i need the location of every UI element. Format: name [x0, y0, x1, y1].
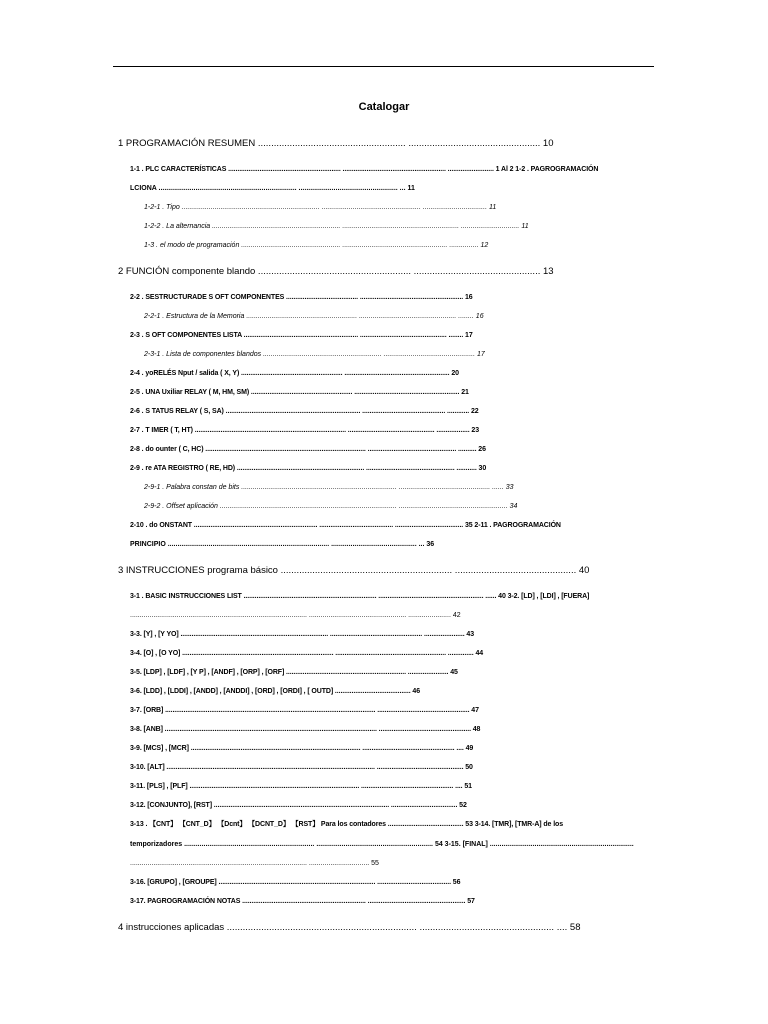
- toc-entry[interactable]: 3-7. [ORB] .................................................................................................................. .................................................. 47: [130, 707, 479, 714]
- toc-entry[interactable]: 3-5. [LDP] , [LDF] , [Y P] , [ANDF] , [ORP] , [ORF] ................................................................. ...................... 45: [130, 669, 458, 676]
- toc-entry[interactable]: 2-3 . S OFT COMPONENTES LISTA .............................................................. ............................................... ........ 17: [130, 332, 473, 339]
- toc-entry[interactable]: 3-4. [O] , [O YO] .................................................................................. ............................................................ .............. 44: [130, 650, 484, 657]
- toc-entry[interactable]: 3-6. [LDD] , [LDDI] , [ANDD] , [ANDDI] , [ORD] , [ORDI] , [ OUTD] ......................................... 46: [130, 688, 420, 695]
- toc-entry[interactable]: 3-1 . BASIC INSTRUCCIONES LIST ........................................................................ ......................................................... ...... 40 3-2. [LD] , [LDI] , [FUERA]: [130, 593, 590, 600]
- toc-entry[interactable]: PRINCIPIO ................................................................................... ............................................ ... 36: [130, 541, 435, 548]
- toc-entry[interactable]: LCIONA ....................................................................... ................................................... ... 11: [130, 185, 415, 192]
- toc-entry[interactable]: ........................................................................................... ............................... 55: [130, 860, 379, 867]
- toc-entry[interactable]: 2-2-1 . Estructura de la Memoria ......................................................... .................................................. ........ 16: [144, 313, 484, 320]
- toc-entry[interactable]: 2-6 . S TATUS RELAY ( S, SA) ......................................................................... ............................................. ............ 22: [130, 408, 479, 415]
- toc-entry[interactable]: 3-13 . 【CNT】 【CNT_D】 【Dcnt】 【DCNT_D】 【RST】 Para los contadores ......................................... 53 3-14. [TMR], [TMR-A] de los: [130, 821, 564, 828]
- toc-entry[interactable]: 2-7 . T IMER ( T, HT) .................................................................................. ............................................... .................. 23: [130, 427, 480, 434]
- toc-entry[interactable]: 2-5 . UNA Uxiliar RELAY ( M, HM, SM) ....................................................... ......................................................... 21: [130, 389, 469, 396]
- toc-entry[interactable]: 3-10. [ALT] ................................................................................................................. ............................................... 50: [130, 764, 473, 771]
- toc-entry[interactable]: 3 INSTRUCCIONES programa básico ................................................................. .............................................. 40: [118, 565, 590, 576]
- toc-entry[interactable]: 3-12. [CONJUNTO], [RST] ............................................................................................... .................................... 52: [130, 802, 467, 809]
- toc-entry[interactable]: 2-9-1 . Palabra constan de bits ................................................................................ ............................................... ...... 33: [144, 484, 514, 491]
- toc-entry[interactable]: 2-10 . do ONSTANT ................................................................... ........................................ ..................................... 35 2-11 . PAGROGRAMACIÓN: [130, 522, 561, 529]
- toc-entry[interactable]: 2-3-1 . Lista de componentes blandos ............................................................. ............................................... 17: [144, 351, 485, 358]
- toc-entry[interactable]: 1-3 . el modo de programación ................................................... ...................................................... ............... 12: [144, 242, 489, 249]
- toc-entry[interactable]: 1-2-2 . La alternancia .................................................................. ............................................................ .............................. 11: [144, 223, 529, 230]
- toc-entry[interactable]: 2-8 . do ounter ( C, HC) ....................................................................................... ................................................ .......... 26: [130, 446, 486, 453]
- toc-entry[interactable]: 2-9 . re ATA REGISTRO ( RE, HD) ..................................................................... ................................................ ........... 30: [130, 465, 487, 472]
- toc-entry[interactable]: 1-1 . PLC CARACTERÍSTICAS ............................................................. ........................................................ ......................... 1 Al 2 1-2 . PAGROGRAMACIÓN: [130, 166, 599, 173]
- toc-entry[interactable]: 1 PROGRAMACIÓN RESUMEN ........................................................ .................................................. 10: [118, 138, 554, 149]
- header-rule: [113, 66, 654, 67]
- toc-entry[interactable]: 1-2-1 . Tipo ....................................................................... ................................................... ................................. 11: [144, 204, 497, 211]
- toc-entry[interactable]: 3-9. [MCS] , [MCR] ............................................................................................ .................................................. .... 49: [130, 745, 474, 752]
- toc-entry[interactable]: 2-2 . SESTRUCTURADE S OFT COMPONENTES ....................................... ........................................................ 16: [130, 294, 473, 301]
- toc-entry[interactable]: 3-3. [Y] , [Y YO] ................................................................................ .................................................. ...................... 43: [130, 631, 474, 638]
- toc-entry[interactable]: 3-8. [ANB] ................................................................................................................... .................................................. 48: [130, 726, 481, 733]
- page-title: Catalogar: [358, 101, 410, 113]
- toc-entry[interactable]: 3-17. PAGROGRAMACIÓN NOTAS ................................................................... ..................................................... 57: [130, 898, 475, 905]
- toc-entry[interactable]: 3-11. [PLS] , [PLF] ............................................................................................ .................................................. .... 51: [130, 783, 472, 790]
- toc-entry[interactable]: 2 FUNCIÓN componente blando .......................................................... ................................................ 13: [118, 266, 554, 277]
- toc-entry[interactable]: ........................................................................................... .................................................. ...................... 42: [130, 612, 461, 619]
- toc-entry[interactable]: temporizadores ................................................................... ............................................................ 54 3-15. [FINAL] ..........................................................................: [130, 841, 634, 848]
- toc-entry[interactable]: 2-4 . yoRELÉS Nput / salida ( X, Y) ....................................................... ......................................................... 20: [130, 370, 459, 377]
- toc-entry[interactable]: 2-9-2 . Offset aplicación ........................................................................................... ........................................................ 34: [144, 503, 518, 510]
- toc-entry[interactable]: 3-16. [GRUPO] , [GROUPE] ..................................................................................... ........................................ 56: [130, 879, 461, 886]
- toc-entry[interactable]: 4 instrucciones aplicadas ........................................................................ ................................................... .... 58: [118, 922, 581, 933]
